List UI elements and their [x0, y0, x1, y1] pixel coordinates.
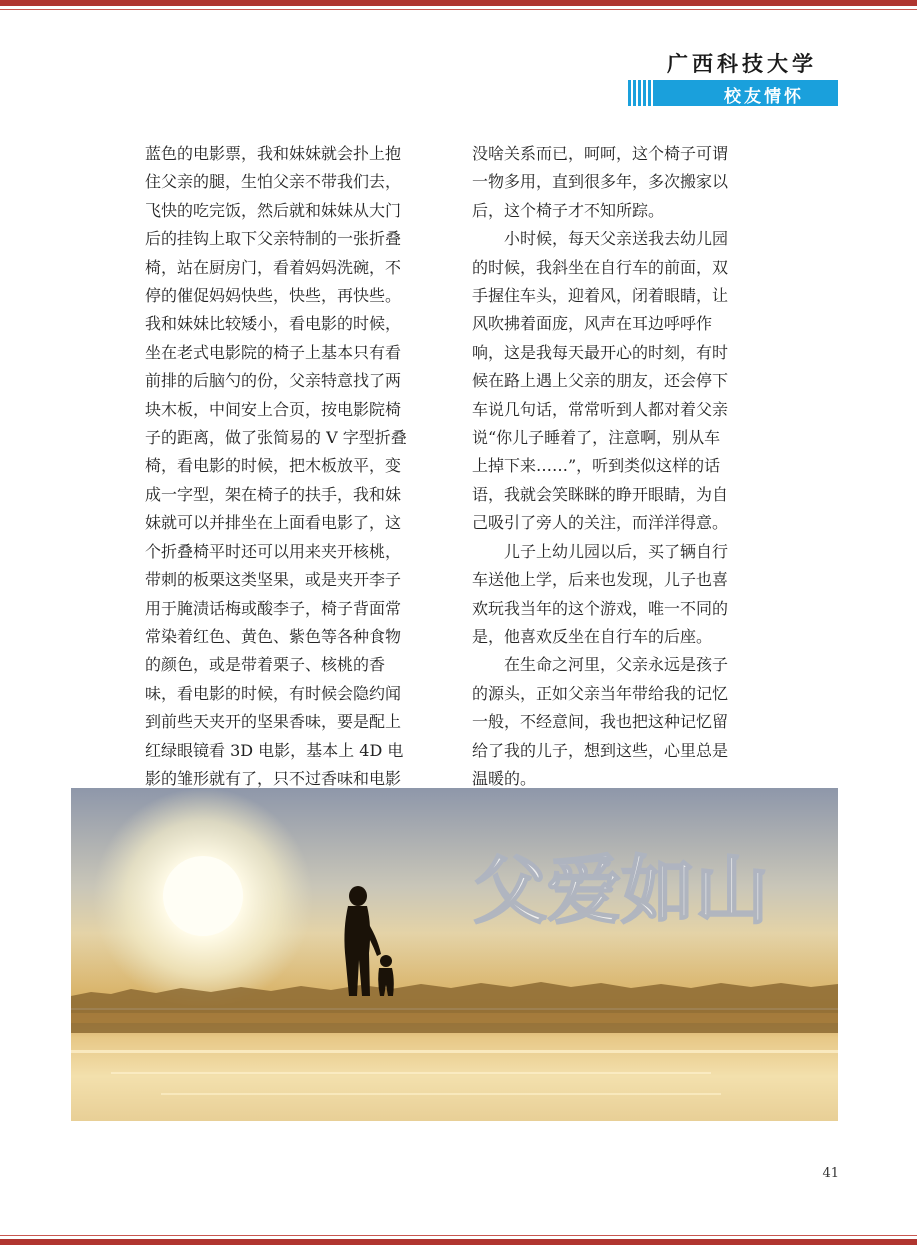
article-paragraph: 在生命之河里，父亲永远是孩子 的源头，正如父亲当年带给我的记忆 一般，不经意间，我也把这种记忆留 给了我的儿子，想到这些，心里总是 温暖的。 [472, 655, 729, 788]
title-art: 父爱如山 [473, 848, 769, 934]
banner-stripes [626, 80, 656, 106]
article-right-column [472, 140, 768, 793]
section-banner [626, 80, 838, 106]
article-paragraph: 儿子上幼儿园以后，买了辆自行 车送他上学，后来也发现，儿子也喜 欢玩我当年的这个游戏，唯一不同的 是，他喜欢反坐在自行车的后座。 [472, 541, 729, 646]
water-reflection [111, 1072, 711, 1074]
article-left-column [145, 140, 445, 793]
page-number: 41 [822, 1166, 839, 1181]
bottom-rule-thin [0, 1235, 917, 1236]
father-son-sunset-illustration [71, 788, 838, 1121]
sun [163, 856, 243, 936]
water-reflection [161, 1093, 721, 1095]
bottom-rule [0, 1239, 917, 1245]
water-reflection [71, 1050, 838, 1053]
university-title: 广西科技大学 [667, 51, 817, 76]
article-paragraph: 小时候，每天父亲送我去幼儿园 的时候，我斜坐在自行车的前面，双 手握住车头，迎着风，闭着眼睛，让 风吹拂着面庞，风声在耳边呼呼作 响，这是我每天最开心的时刻，有时 候在路上遇上父亲的朋友，还会停下 车说几句话，常常听到人都对着父亲 说“你儿子睡着了，注意啊，别从车 上掉下来……”，听到类似这样的话 语，我就会笑眯眯的睁开眼睛，为自 己吸引了旁人的关注，而洋洋得意。 [472, 229, 729, 533]
top-rule-thin [0, 9, 917, 10]
section-label: 校友情怀 [724, 87, 804, 106]
article-paragraph: 蓝色的电影票，我和妹妹就会扑上抱 住父亲的腿，生怕父亲不带我们去， 飞快的吃完饭，然后就和妹妹从大门 后的挂钩上取下父亲特制的一张折叠 椅，站在厨房门，看着妈妈洗碗，不 停的催促妈妈快些，快些，再快些。 我和妹妹比较矮小，看电影的时候， 坐在老式电影院的椅子上基本只有看 前排的后脑勺的份，父亲特意找了两 块木板，中间安上合页，按电影院椅 子的距离，做了张简易的 V 字型折叠 椅，看电影的时候，把木板放平，变 成一字型，架在椅子的扶手，我和妹 妹就可以并排坐在上面看电影了，这 个折叠椅平时还可以用来夹开核桃， 带刺的板栗这类坚果，或是夹开李子 用于腌渍话梅或酸李子，椅子背面常 常染着红色、黄色、紫色等各种食物 的颜色，或是带着栗子、核桃的香 味，看电影的时候，有时候会隐约闻 到前些天夹开的坚果香味，要是配上 红绿眼镜看 3D 电影，基本上 4D 电 影的雏形就有了，只不过香味和电影 [145, 144, 407, 788]
shore-band [71, 1013, 838, 1023]
top-rule [0, 0, 917, 6]
article-paragraph: 没啥关系而已，呵呵，这个椅子可谓 一物多用，直到很多年，多次搬家以 后，这个椅子才不知所踪。 [472, 144, 729, 220]
shoreline [71, 982, 838, 1033]
